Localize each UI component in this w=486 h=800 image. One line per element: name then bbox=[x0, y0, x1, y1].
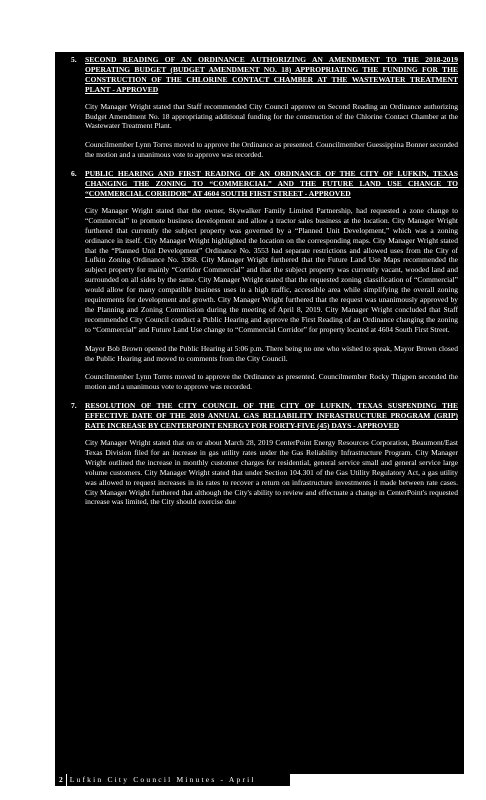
item-paragraph: Councilmember Lynn Torres moved to approve the Ordinance as presented. Councilmember Guessippina Bonner seconded the motion and a unanimous vote to approve was recorded. bbox=[85, 140, 458, 160]
item-heading: RESOLUTION OF THE CITY COUNCIL OF THE CITY OF LUFKIN, TEXAS SUSPENDING THE EFFECTIVE DATE OF THE 2019 ANNUAL GAS RELIABILITY INFRASTRUCTURE PROGRAM (GRIP) RATE INCREASE BY CENTERPOINT ENERGY FOR FORTY-FIVE (45) DAYS - APPROVED bbox=[85, 401, 458, 431]
item-number: 7. bbox=[71, 401, 77, 411]
item-heading: SECOND READING OF AN ORDINANCE AUTHORIZING AN AMENDMENT TO THE 2018-2019 OPERATING BUDGET (BUDGET AMENDMENT NO. 18) APPROPRIATING THE FUNDING FOR THE CONSTRUCTION OF THE CHLORINE CONTACT CHAMBER AT THE WASTEWATER TREATMENT PLANT - APPROVED bbox=[85, 55, 458, 94]
agenda-item-6 bbox=[63, 169, 458, 199]
page-number: 2 bbox=[55, 774, 67, 786]
minutes-body bbox=[55, 52, 464, 774]
footer-text: Lufkin City Council Minutes - April bbox=[69, 775, 256, 784]
footer-label bbox=[55, 774, 290, 786]
item-number: 6. bbox=[71, 169, 77, 179]
item-paragraph: Mayor Bob Brown opened the Public Hearing at 5:06 p.m. There being no one who wished to speak, Mayor Brown closed the Public Hearing and moved to comments from the City Council. bbox=[85, 343, 458, 363]
page-footer bbox=[55, 774, 464, 786]
item-paragraph: Councilmember Lynn Torres moved to approve the Ordinance as presented. Councilmember Rocky Thigpen seconded the motion and a unanimous vote to approve was recorded. bbox=[85, 372, 458, 392]
item-paragraph: City Manager Wright stated that the owner, Skywalker Family Limited Partnership, had requested a zone change to “Commercial” to promote business development and allow a tractor sales business at the location. City Manager Wright furthered that currently the subject property was governed by a “Planned Unit Development,” which was a zoning ordinance in itself. City Manager Wright highlighted the location on the corresponding maps. City Manager Wright stated that the “Planned Unit Development” Ordinance No. 3553 had separate restrictions and allowed uses from the City of Lufkin Zoning Ordinance No. 3368. City Manager Wright furthered that the Future Land Use Maps recommended the subject property for mainly “Corridor Commercial” and that the subject property was currently vacant, wooded land and surrounded on all sides by the same. City Manager Wright stated that the requested zoning classification of “Commercial” would allow for many compatible business uses in a high traffic, accessible area while simplifying the overall zoning requirements for development and growth. City Manager Wright furthered that the request was unanimously approved by the Planning and Zoning Commission during the meeting of April 8, 2019. City Manager Wright concluded that Staff recommended City Council conduct a Public Hearing and approve the First Reading of an Ordinance changing the zoning to “Commercial” and Future Land Use change to “Commercial Corridor” for property located at 4604 South First Street. bbox=[85, 205, 458, 334]
item-paragraph: City Manager Wright stated that Staff recommended City Council approve on Second Reading an Ordinance authorizing Budget Amendment No. 18 appropriating additional funding for the construction of the Chlorine Contact Chamber at the Wastewater Treatment Plant. bbox=[85, 101, 458, 131]
item-number: 5. bbox=[71, 55, 77, 64]
footer-blank bbox=[290, 774, 464, 786]
item-paragraph: City Manager Wright stated that on or about March 28, 2019 CenterPoint Energy Resources Corporation, Beaumont/East Texas Division filed for an increase in gas utility rates under the Gas Reliability Infrastructure Program. City Manager Wright outlined the increase in monthly customer charges for residential, general service small and general service large volume customers. City Manager Wright stated that under Section 104.301 of the Gas Utility Regulatory Act, a gas utility was allowed to request increases in its rates to recover a return on infrastructure investments it made between rate cases. City Manager Wright furthered that although the City's ability to review and effectuate a change in CenterPoint's requested increase was limited, the City should exercise due bbox=[85, 438, 458, 507]
item-heading: PUBLIC HEARING AND FIRST READING OF AN ORDINANCE OF THE CITY OF LUFKIN, TEXAS CHANGING THE ZONING TO “COMMERCIAL” AND THE FUTURE LAND USE CHANGE TO “COMMERCIAL CORRIDOR” AT 4604 SOUTH FIRST STREET - APPROVED bbox=[85, 169, 458, 198]
agenda-item-7 bbox=[63, 401, 458, 431]
agenda-item-5 bbox=[63, 55, 458, 95]
